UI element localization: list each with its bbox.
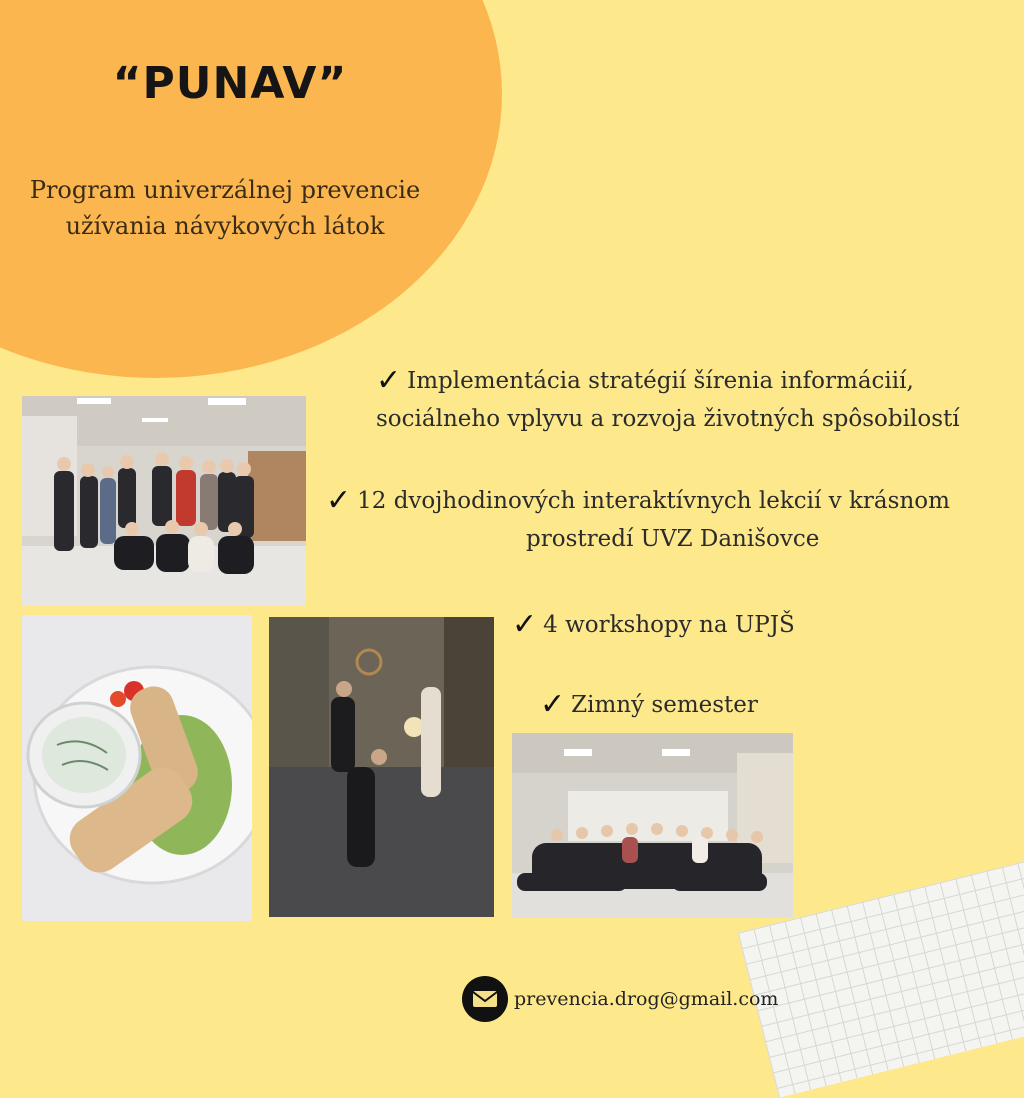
bullet-line: Implementácia stratégií šírenia informáciií, [407, 368, 914, 394]
food-photo-wrap-and-dip [22, 615, 252, 921]
bullet-line: 12 dvojhodinových interaktívnych lekcií v krásnom [357, 488, 950, 514]
checkmark-icon: ✓ [376, 363, 402, 398]
bullet-lessons [326, 482, 950, 558]
subtitle-line-2: užívania návykových látok [65, 212, 385, 240]
envelope-icon [462, 976, 508, 1022]
contact-email[interactable] [462, 976, 778, 1022]
bullet-line: 4 workshopy na UPJŠ [543, 612, 795, 638]
checkmark-icon: ✓ [326, 483, 352, 518]
bullet-workshops [512, 606, 795, 644]
checkmark-icon: ✓ [512, 607, 538, 642]
email-address[interactable]: prevencia.drog@gmail.com [514, 988, 779, 1010]
page-title: “PUNAV” [112, 58, 348, 109]
subtitle-line-1: Program univerzálnej prevencie [29, 176, 421, 204]
page-subtitle [0, 172, 450, 244]
bullet-line: Zimný semester [571, 692, 758, 718]
bullet-line: prostredí UVZ Danišovce [526, 526, 820, 552]
bullet-implementation [376, 362, 960, 438]
dark-room-activity-photo [269, 617, 494, 917]
bullet-semester [540, 686, 758, 724]
checkmark-icon: ✓ [540, 687, 566, 722]
bullet-line: sociálneho vplyvu a rozvoja životných spôsobilostí [376, 406, 960, 432]
group-photo-standing [22, 396, 306, 606]
group-photo-sitting [512, 733, 793, 918]
